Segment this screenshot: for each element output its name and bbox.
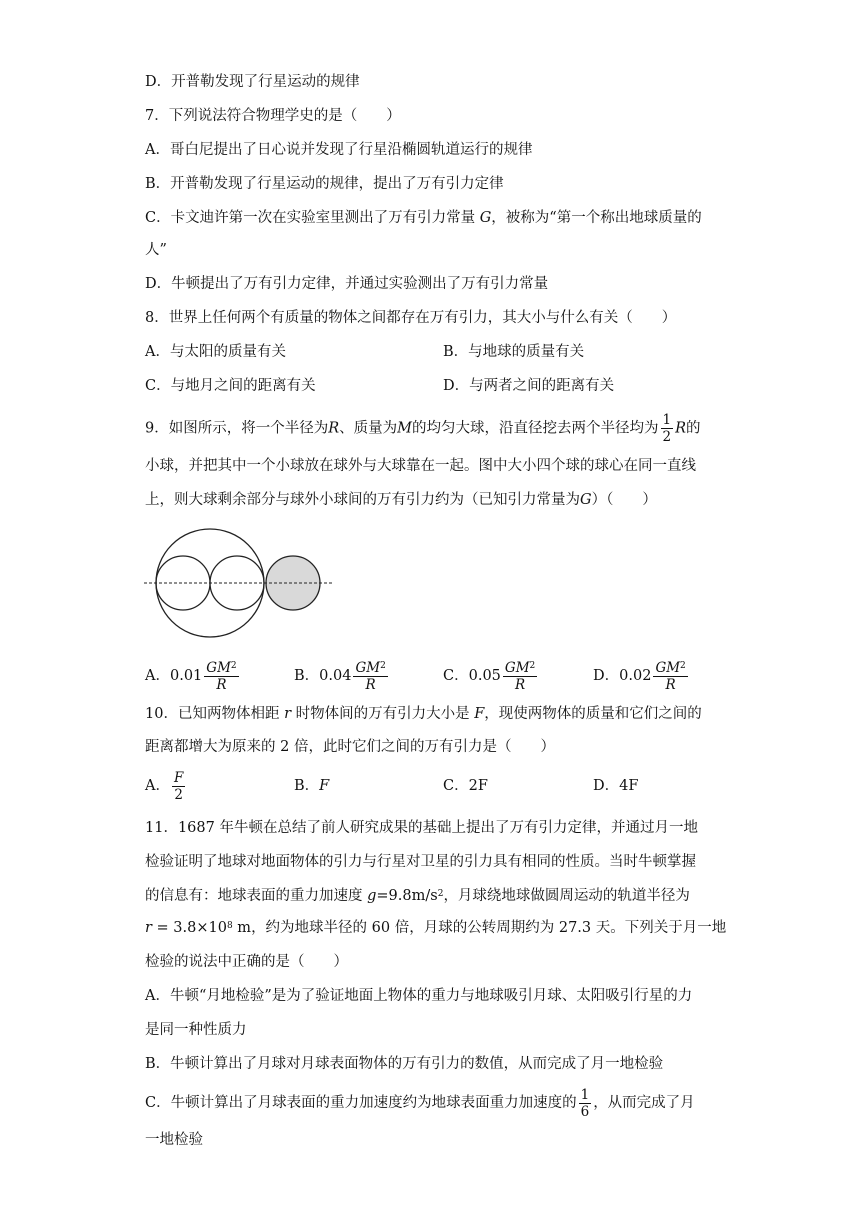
text: C．牛顿计算出了月球表面的重力加速度约为地球表面重力加速度的 xyxy=(145,1095,577,1111)
denominator xyxy=(353,677,387,693)
q9-option-b xyxy=(294,658,390,694)
q6-option-d: D．开普勒发现了行星运动的规律 xyxy=(145,74,360,90)
denominator-text: R xyxy=(665,676,676,693)
option-label: D． xyxy=(593,668,620,684)
q11-option-c-line2: 一地检验 xyxy=(145,1132,203,1148)
text: C．卡文迪许第一次在实验室里测出了万有引力常量 xyxy=(145,210,480,226)
option-label: C． xyxy=(443,668,469,684)
exponent: 8 xyxy=(226,921,233,931)
numerator xyxy=(353,660,387,677)
text: m xyxy=(232,920,252,936)
numerator-text: GM xyxy=(355,659,381,676)
q7-option-c-line1 xyxy=(145,208,702,228)
variable-m: M xyxy=(397,420,413,437)
q11-option-a-line2: 是同一种性质力 xyxy=(145,1022,247,1038)
denominator xyxy=(204,677,238,693)
variable-r: r xyxy=(145,920,152,936)
q8-option-d: D．与两者之间的距离有关 xyxy=(443,378,615,394)
q11-option-a-line1: A．牛顿“月地检验”是为了验证地面上物体的重力与地球吸引月球、太阳吸引行星的力 xyxy=(145,988,693,1004)
text: ，被称为“第一个称出地球质量的 xyxy=(491,210,702,226)
q11-stem-line2: 检验证明了地球对地面物体的引力与行星对卫星的引力具有相同的性质。当时牛顿掌握 xyxy=(145,854,696,870)
denominator-text: R xyxy=(514,676,526,693)
q9-option-d xyxy=(593,658,690,694)
q9-stem-line1 xyxy=(145,412,701,445)
exponent: 2 xyxy=(529,660,536,671)
text: ，月球绕地球做圆周运动的轨道半径为 xyxy=(443,888,690,904)
text: ，现使两物体的质量和它们之间的 xyxy=(484,706,702,722)
text: 10．已知两物体相距 xyxy=(145,706,285,722)
text: 的均匀大球，沿直径挖去两个半径均为 xyxy=(412,420,659,437)
fraction xyxy=(653,660,687,693)
q10-option-a xyxy=(145,768,187,804)
q8-option-b: B．与地球的质量有关 xyxy=(443,344,585,360)
q11-option-c-line1 xyxy=(145,1084,695,1122)
denominator: 2 xyxy=(662,429,672,445)
exponent: 2 xyxy=(680,660,686,671)
q11-stem-line1: 11．1687 年牛顿在总结了前人研究成果的基础上提出了万有引力定律，并通过月一地 xyxy=(145,820,698,836)
numerator-text: GM xyxy=(504,659,530,676)
text: 、质量为 xyxy=(339,420,398,437)
denominator: 6 xyxy=(580,1103,590,1120)
variable-g: g xyxy=(367,888,377,904)
numerator: 1 xyxy=(662,412,672,428)
q10-option-b xyxy=(294,776,329,796)
option-label: B． xyxy=(294,778,320,794)
coefficient: 0.02 xyxy=(619,668,652,684)
q10-option-d xyxy=(593,776,638,796)
fraction-half xyxy=(661,412,674,445)
option-label: D． xyxy=(593,778,620,794)
text: 的信息有：地球表面的重力加速度 xyxy=(145,888,368,904)
numerator xyxy=(503,660,537,677)
fraction xyxy=(204,660,238,693)
q7-option-b: B．开普勒发现了行星运动的规律，提出了万有引力定律 xyxy=(145,176,504,192)
coefficient: 0.05 xyxy=(468,668,501,684)
text: ，约为地球半径的 60 倍，月球的公转周期约为 27.3 天。下列关于月一地 xyxy=(251,920,727,936)
option-label: A． xyxy=(145,668,170,684)
text: ，从而完成了月 xyxy=(593,1095,695,1111)
exponent: 2 xyxy=(230,660,237,671)
q11-stem-line3 xyxy=(145,886,690,906)
fraction-sixth xyxy=(579,1087,592,1120)
numerator xyxy=(204,660,238,677)
q10-stem-line1 xyxy=(145,704,702,724)
text: ）（ ） xyxy=(591,492,657,508)
option-value: 2F xyxy=(468,778,488,794)
fraction xyxy=(353,660,387,693)
numerator-text: GM xyxy=(206,659,231,676)
q7-option-a: A．哥白尼提出了日心说并发现了行星沿椭圆轨道运行的规律 xyxy=(145,142,533,158)
numerator-text: F xyxy=(173,769,184,786)
q11-option-b: B．牛顿计算出了月球对月球表面物体的万有引力的数值，从而完成了月一地检验 xyxy=(145,1056,664,1072)
q11-stem-line4 xyxy=(145,918,726,938)
text: 9．如图所示，将一个半径为 xyxy=(145,420,329,437)
variable-g: G xyxy=(580,492,592,508)
numerator xyxy=(172,770,185,787)
q10-stem-line2: 距离都增大为原来的 2 倍，此时它们之间的万有引力是（ ） xyxy=(145,739,555,755)
numerator-text: GM xyxy=(655,659,681,676)
variable-r: R xyxy=(675,420,687,437)
coefficient: 0.04 xyxy=(319,668,352,684)
variable-r: R xyxy=(328,420,340,437)
variable-g: G xyxy=(479,210,492,226)
coefficient: 0.01 xyxy=(169,668,203,684)
denominator: 2 xyxy=(174,786,183,803)
exponent: 2 xyxy=(437,889,444,899)
q9-stem-line2: 小球，并把其中一个小球放在球外与大球靠在一起。图中大小四个球的球心在同一直线 xyxy=(145,458,696,474)
option-label: B． xyxy=(294,668,320,684)
option-value: 4F xyxy=(619,778,639,794)
fraction xyxy=(172,770,185,803)
option-label: C． xyxy=(443,778,469,794)
spheres-figure xyxy=(140,524,340,644)
q9-option-c xyxy=(443,658,539,694)
q7-stem: 7．下列说法符合物理学史的是（ ） xyxy=(145,108,401,124)
fraction xyxy=(503,660,537,693)
q9-stem-line3 xyxy=(145,490,657,510)
text: 时物体间的万有引力大小是 xyxy=(291,706,475,722)
denominator-text: R xyxy=(216,676,227,693)
option-value: F xyxy=(319,778,330,794)
q10-option-c xyxy=(443,776,488,796)
numerator: 1 xyxy=(580,1086,590,1103)
text: =9.8m/s xyxy=(376,888,438,904)
q9-option-a xyxy=(145,658,241,694)
text: 上，则大球剩余部分与球外小球间的万有引力约为（已知引力常量为 xyxy=(145,492,580,508)
denominator xyxy=(503,677,537,693)
q7-option-d: D．牛顿提出了万有引力定律，并通过实验测出了万有引力常量 xyxy=(145,276,549,292)
denominator xyxy=(653,677,687,693)
q8-option-c: C．与地月之间的距离有关 xyxy=(145,378,316,394)
q8-option-a: A．与太阳的质量有关 xyxy=(145,344,286,360)
text: 的 xyxy=(686,420,701,437)
variable-r: r xyxy=(284,706,291,722)
q8-stem: 8．世界上任何两个有质量的物体之间都存在万有引力，其大小与什么有关（ ） xyxy=(145,310,677,326)
exponent: 2 xyxy=(380,660,386,671)
denominator-text: R xyxy=(365,676,376,693)
numerator xyxy=(653,660,687,677)
text: = 3.8×10 xyxy=(151,920,227,936)
q11-stem-line5: 检验的说法中正确的是（ ） xyxy=(145,954,348,970)
option-label: A． xyxy=(145,778,170,794)
variable-f: F xyxy=(474,706,485,722)
q7-option-c-line2: 人” xyxy=(145,242,167,258)
